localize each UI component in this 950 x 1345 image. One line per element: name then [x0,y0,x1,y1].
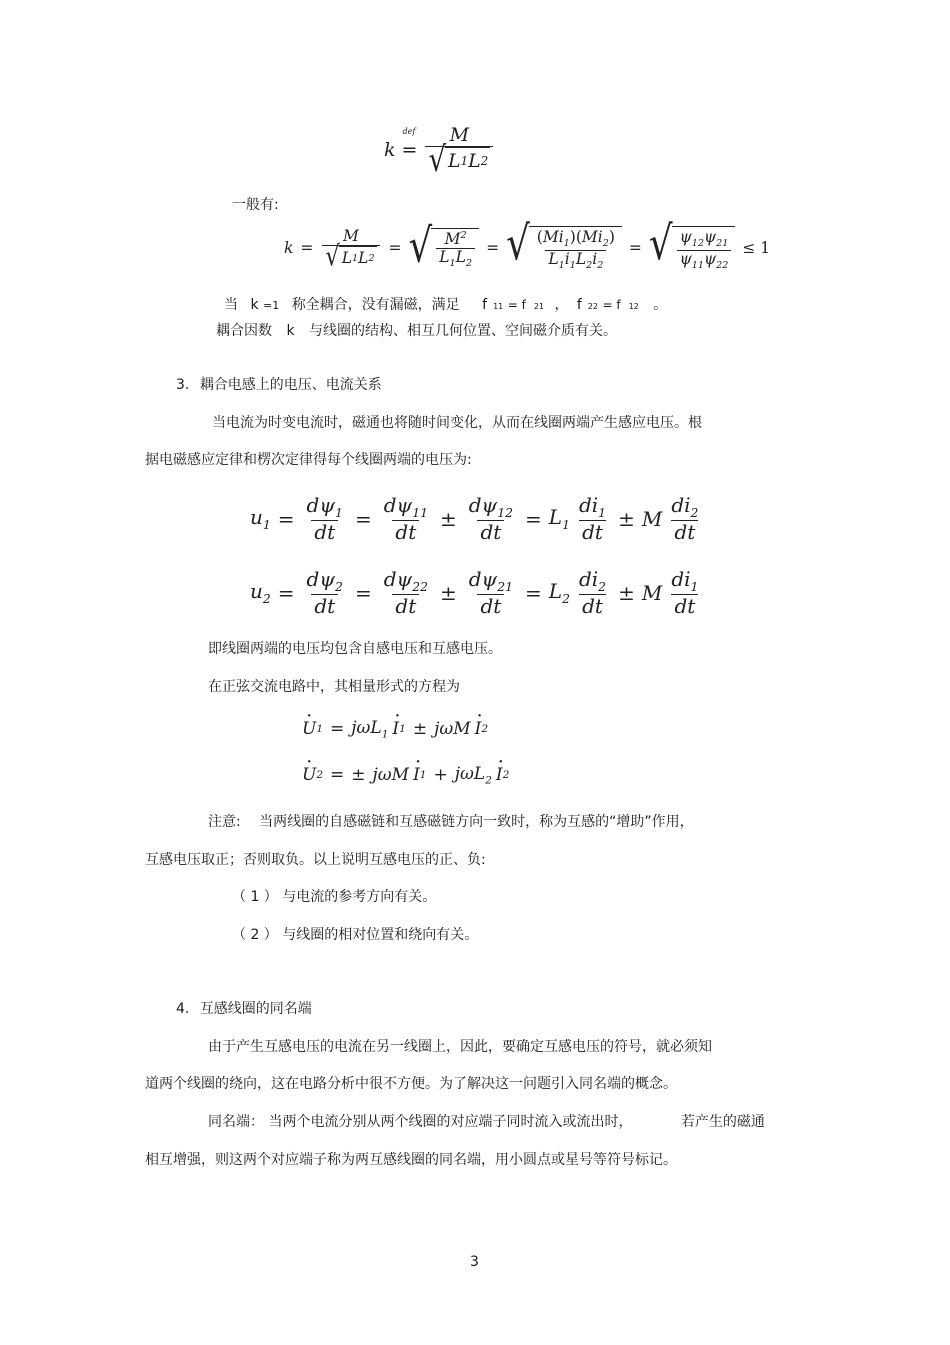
general-label: 一般有: [232,197,279,213]
formula-u1: $u_1$ = $\frac{d\psi_1}{dt}$ = $\frac{d\psi_{11}}{dt}$ ± $\frac{d\psi_{12}}{dt}$ = $L_1$ $\frac{di_1}{dt}$ ± M $\frac{di_2}{dt}$ [250,493,699,544]
section-3-heading: 3. 耦合电感上的电压、电流关系 [176,377,382,393]
section-4-para-2: 道两个线圈的绕向，这在电路分析中很不方便。为了解决这一问题引入同名端的概念。 [145,1076,677,1092]
same-name-terminal-def-2: 相互增强，则这两个对应端子称为两互感线圈的同名端，用小圆点或星号等符号标记。 [145,1152,677,1168]
section-4-heading: 4. 互感线圈的同名端 [176,1001,312,1017]
coupling-factor-line: 耦合因数 k 与线圈的结构、相互几何位置、空间磁介质有关。 [216,323,618,339]
attention-line-1: 注意: 当两线圈的自感磁链和互感磁链方向一致时，称为互感的“增助”作用， [208,814,694,830]
list-item-2: （ 2 ） 与线圈的相对位置和绕向有关。 [232,927,479,943]
full-coupling-line: 当 k =1 称全耦合，没有漏磁，满足 f 11 = f 21 ， f 22 = f 12 。 [224,297,668,313]
formula-phasor-u1: · U 1 = jωL$_1$ · I 1 ± jωM · I 2 [302,718,488,740]
section-3-para-1: 当电流为时变电流时，磁通也将随时间变化，从而在线圈两端产生感应电压。根 [212,415,702,431]
formula-u2: $u_2$ = $\frac{d\psi_2}{dt}$ = $\frac{d\psi_{22}}{dt}$ ± $\frac{d\psi_{21}}{dt}$ = $L_2$ $\frac{di_2}{dt}$ ± M $\frac{di_1}{dt}$ [250,567,699,618]
formula-k-definition: k = def M √ L 1 L 2 [384,125,495,174]
def-label: def [402,126,416,136]
formula-k-inequality: k = M √ L 1 L 2 = √ $\frac{M^2}{L_1L_2}$ = √ $\frac{(Mi_1)(Mi_2)}{L_1i_1L_2i_2}$ = √ $\frac{\psi_{12}\psi_{21}}{\psi_{11}\psi_{22}}$ ≤ 1 [284,215,771,274]
list-item-1: （ 1 ） 与电流的参考方向有关。 [232,889,437,905]
section-3-para-2: 据电磁感应定律和楞次定律得每个线圈两端的电压为: [145,452,472,468]
same-name-terminal-def-1: 同名端： 当两个电流分别从两个线圈的对应端子同时流入或流出时， 若产生的磁通 [208,1114,765,1130]
page-number: 3 [470,1254,479,1270]
formula-phasor-u2: · U 2 = ± jωM · I 1 + jωL$_2$ · I 2 [302,764,509,786]
section-4-para-1: 由于产生互感电压的电流在另一线圈上，因此，要确定互感电压的符号，就必须知 [208,1039,712,1055]
section-3-note-1: 即线圈两端的电压均包含自感电压和互感电压。 [208,641,502,657]
section-3-note-2: 在正弦交流电路中，其相量形式的方程为 [208,679,460,695]
attention-line-2: 互感电压取正；否则取负。以上说明互感电压的正、负: [145,852,486,868]
